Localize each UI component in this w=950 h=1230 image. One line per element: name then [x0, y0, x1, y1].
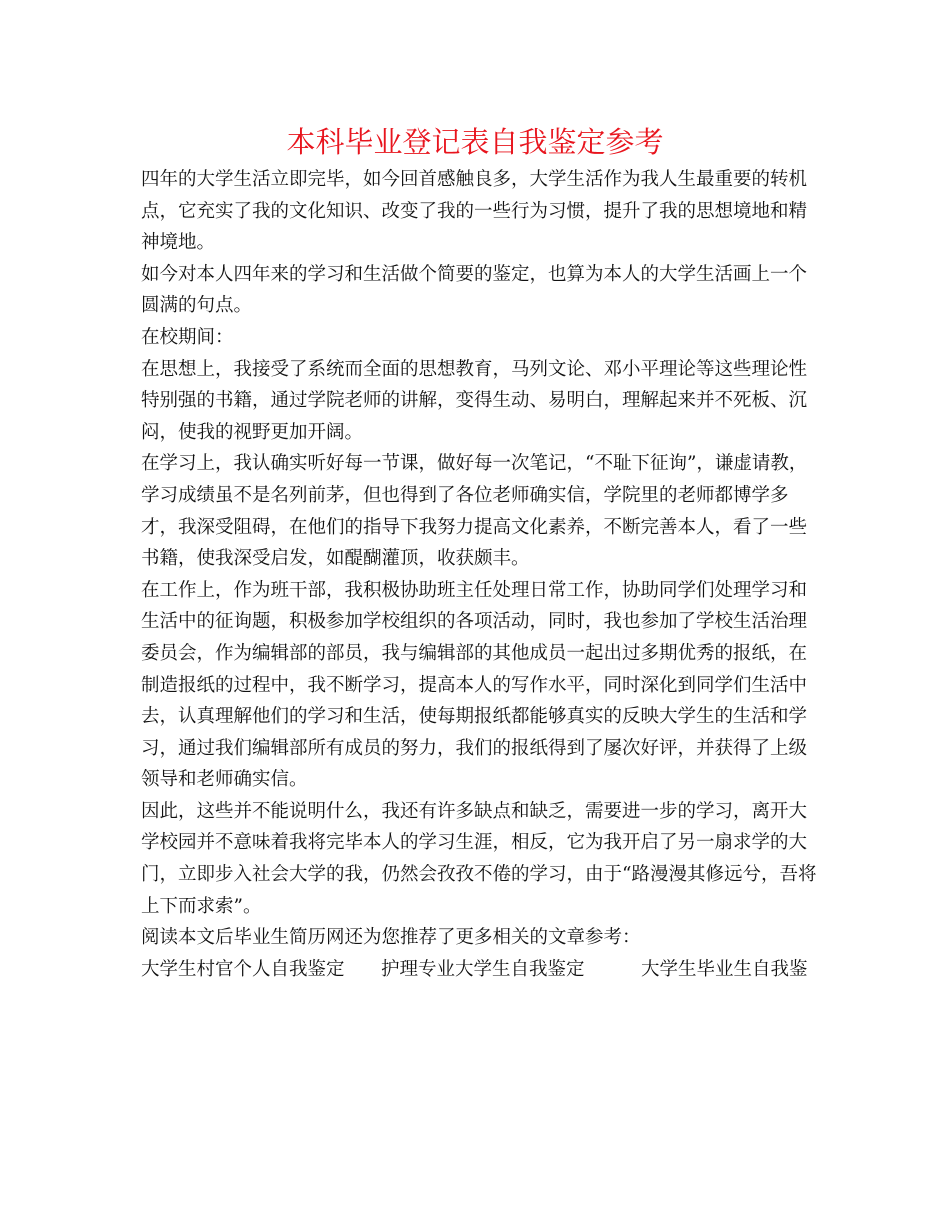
paragraph-conclusion: 因此，这些并不能说明什么，我还有许多缺点和缺乏，需要进一步的学习，离开大学校园并不意味着我将完毕本人的学习生涯，相反，它为我开启了另一扇求学的大门，立即步入社会大学的我，仍然会孜孜不倦的学习，由于“路漫漫其修远兮，吾将上下而求索”。 — [141, 800, 817, 917]
paragraph-ideology: 在思想上，我接受了系统而全面的思想教育，马列文论、邓小平理论等这些理论性特别强的书籍，通过学院老师的讲解，变得生动、易明白，理解起来并不死板、沉闷，使我的视野更加开阔。 — [141, 358, 808, 443]
paragraph-study: 在学习上，我认确实听好每一节课，做好每一次笔记，“不耻下征询”，谦虚请教，学习成绩虽不是名列前茅，但也得到了各位老师确实信，学院里的老师都博学多才，我深受阻碍，在他们的指导下我努力提高文化素养，不断完善本人，看了一些书籍，使我深受启发，如醍醐灌顶，收获颇丰。 — [141, 453, 808, 570]
paragraph-work: 在工作上，作为班干部，我积极协助班主任处理日常工作，协助同学们处理学习和生活中的征询题，积极参加学校组织的各项活动，同时，我也参加了学校生活治理委员会，作为编辑部的部员，我与编辑部的其他成员一起出过多期优秀的报纸，在制造报纸的过程中，我不断学习，提高本人的写作水平，同时深化到同学们生活中去，认真理解他们的学习和生活，使每期报纸都能够真实的反映大学生的生活和学习，通过我们编辑部所有成员的努力，我们的报纸得到了屡次好评，并获得了上级领导和老师确实信。 — [141, 579, 808, 791]
document-title: 本科毕业登记表自我鉴定参考 — [286, 125, 664, 159]
related-link-village-official[interactable]: 大学生村官个人自我鉴定 — [141, 958, 345, 980]
related-links-row — [141, 954, 821, 986]
document-body — [141, 164, 821, 985]
paragraph-section-heading: 在校期间： — [141, 326, 234, 348]
paragraph-intro: 四年的大学生活立即完毕，如今回首感触良多，大学生活作为我人生最重要的转机点，它充实了我的文化知识、改变了我的一些行为习惯，提升了我的思想境地和精神境地。 — [141, 169, 808, 254]
paragraph-summary: 如今对本人四年来的学习和生活做个简要的鉴定，也算为本人的大学生活画上一个圆满的句点。 — [141, 263, 808, 317]
related-link-nursing[interactable]: 护理专业大学生自我鉴定 — [381, 958, 585, 980]
related-link-graduate[interactable]: 大学生毕业生自我鉴 — [641, 958, 808, 980]
paragraph-recommendation: 阅读本文后毕业生简历网还为您推荐了更多相关的文章参考： — [141, 927, 641, 949]
